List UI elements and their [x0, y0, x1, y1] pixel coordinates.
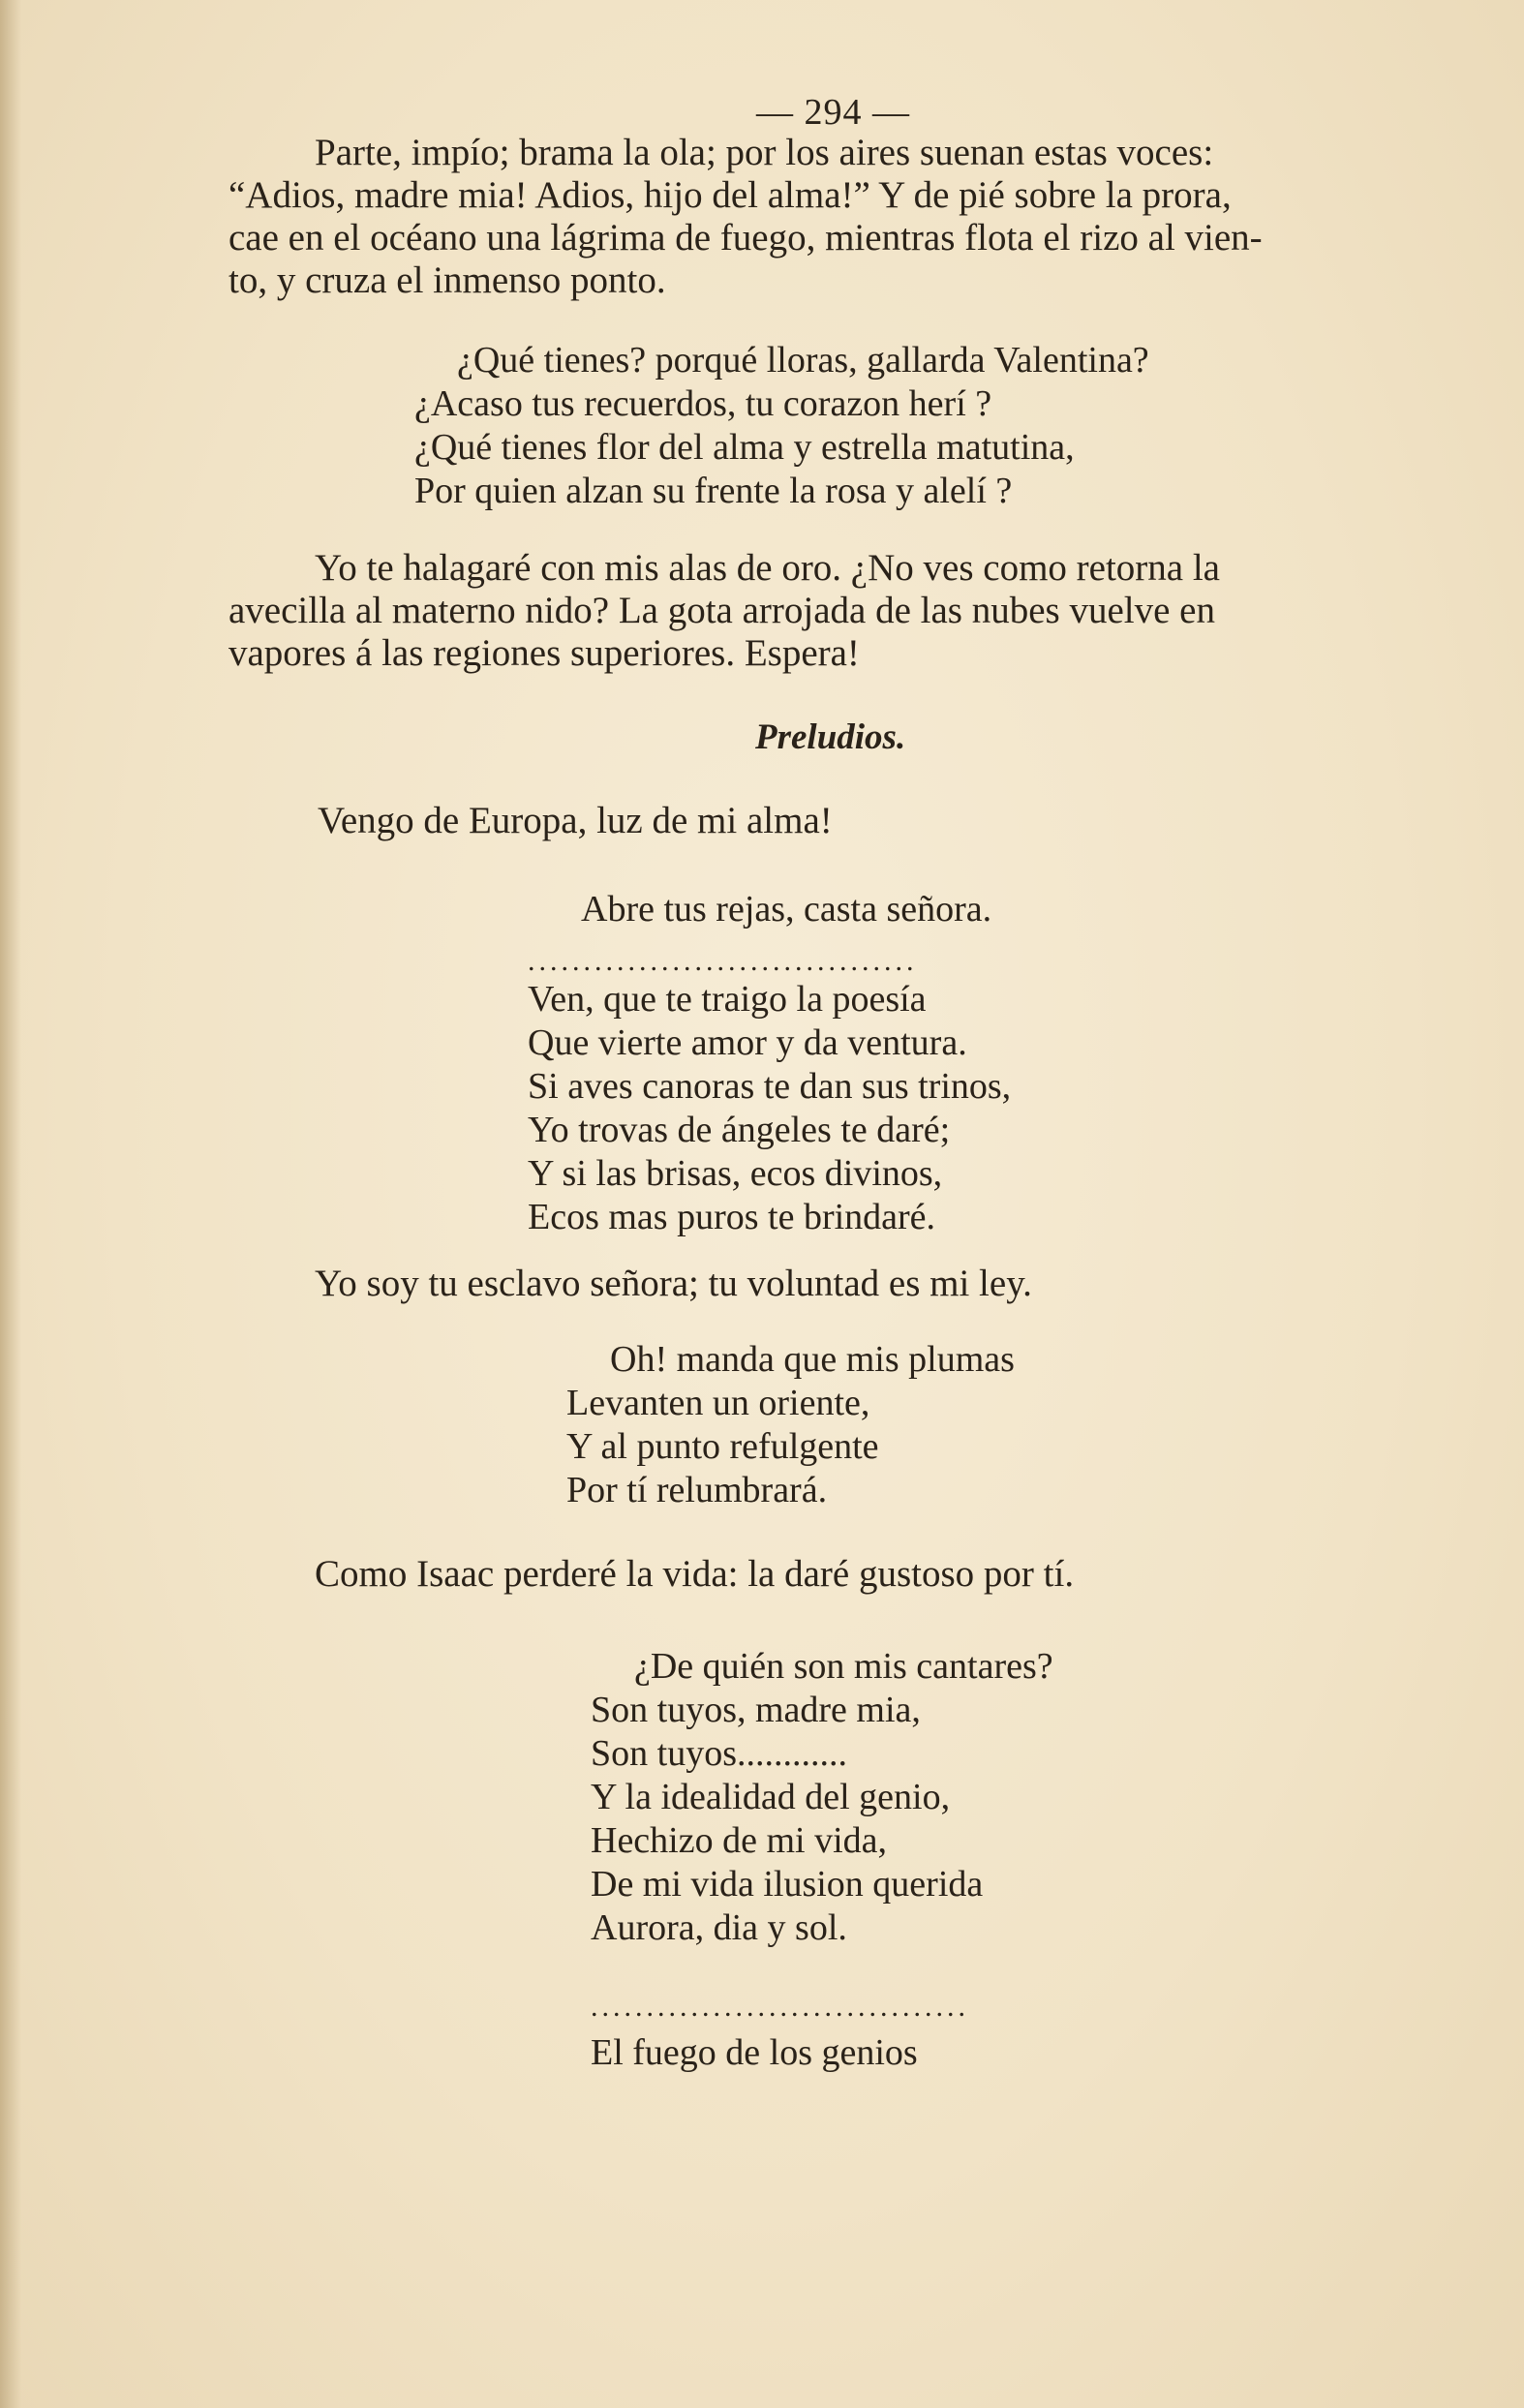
page-number: — 294 —: [756, 92, 910, 133]
paragraph1-line: to, y cruza el inmenso ponto.: [229, 259, 666, 301]
paragraph1-line: cae en el océano una lágrima de fuego, mientras flota el rizo al vien-: [229, 217, 1263, 259]
ellipsis-divider: ...................................: [528, 945, 918, 977]
stanza2-line: Si aves canoras te dan sus trinos,: [528, 1066, 1012, 1107]
stanza1-line: ¿Qué tienes flor del alma y estrella matutina,: [414, 427, 1075, 468]
line-esclavo: Yo soy tu esclavo señora; tu voluntad es mi ley.: [315, 1263, 1032, 1304]
stanza1-line: ¿Acaso tus recuerdos, tu corazon herí ?: [414, 383, 992, 424]
page-gutter-shadow: [0, 0, 21, 2408]
stanza1-line: ¿Qué tienes? porqué lloras, gallarda Valentina?: [457, 340, 1149, 381]
stanza2-line: Yo trovas de ángeles te daré;: [528, 1110, 951, 1150]
paragraph2-line: avecilla al materno nido? La gota arrojada de las nubes vuelve en: [229, 590, 1215, 631]
paragraph1-line: Parte, impío; brama la ola; por los aires suenan estas voces:: [315, 132, 1214, 173]
line-isaac: Como Isaac perderé la vida: la daré gustoso por tí.: [315, 1553, 1075, 1595]
stanza4-line: Aurora, dia y sol.: [591, 1907, 847, 1948]
stanza2-line: Y si las brisas, ecos divinos,: [528, 1153, 943, 1194]
section-heading: Preludios.: [755, 717, 906, 757]
paragraph1-line: “Adios, madre mia! Adios, hijo del alma!” Y de pié sobre la prora,: [229, 174, 1232, 216]
line-rejas: Abre tus rejas, casta señora.: [581, 889, 992, 930]
paragraph2-line: vapores á las regiones superiores. Espera!: [229, 632, 860, 674]
stanza4-line: De mi vida ilusion querida: [591, 1864, 984, 1905]
line-fuego: El fuego de los genios: [591, 2032, 918, 2073]
stanza3-line: Y al punto refulgente: [566, 1426, 879, 1467]
stanza2-line: Ecos mas puros te brindaré.: [528, 1197, 936, 1237]
stanza3-line: Por tí relumbrará.: [566, 1470, 828, 1510]
stanza1-line: Por quien alzan su frente la rosa y alelí ?: [414, 471, 1013, 511]
stanza2-line: Ven, que te traigo la poesía: [528, 979, 927, 1020]
stanza4-line: Son tuyos, madre mia,: [591, 1690, 921, 1730]
line-europa: Vengo de Europa, luz de mi alma!: [318, 800, 833, 841]
stanza3-line: Oh! manda que mis plumas: [610, 1339, 1015, 1380]
stanza4-line: ¿De quién son mis cantares?: [634, 1646, 1053, 1687]
ellipsis-divider: ..................................: [591, 1991, 969, 2023]
stanza4-line: Hechizo de mi vida,: [591, 1820, 888, 1861]
stanza4-line: Son tuyos............: [591, 1733, 847, 1774]
stanza4-line: Y la idealidad del genio,: [591, 1777, 951, 1817]
stanza2-line: Que vierte amor y da ventura.: [528, 1022, 967, 1063]
paragraph2-line: Yo te halagaré con mis alas de oro. ¿No ves como retorna la: [315, 547, 1220, 589]
stanza3-line: Levanten un oriente,: [566, 1383, 870, 1423]
